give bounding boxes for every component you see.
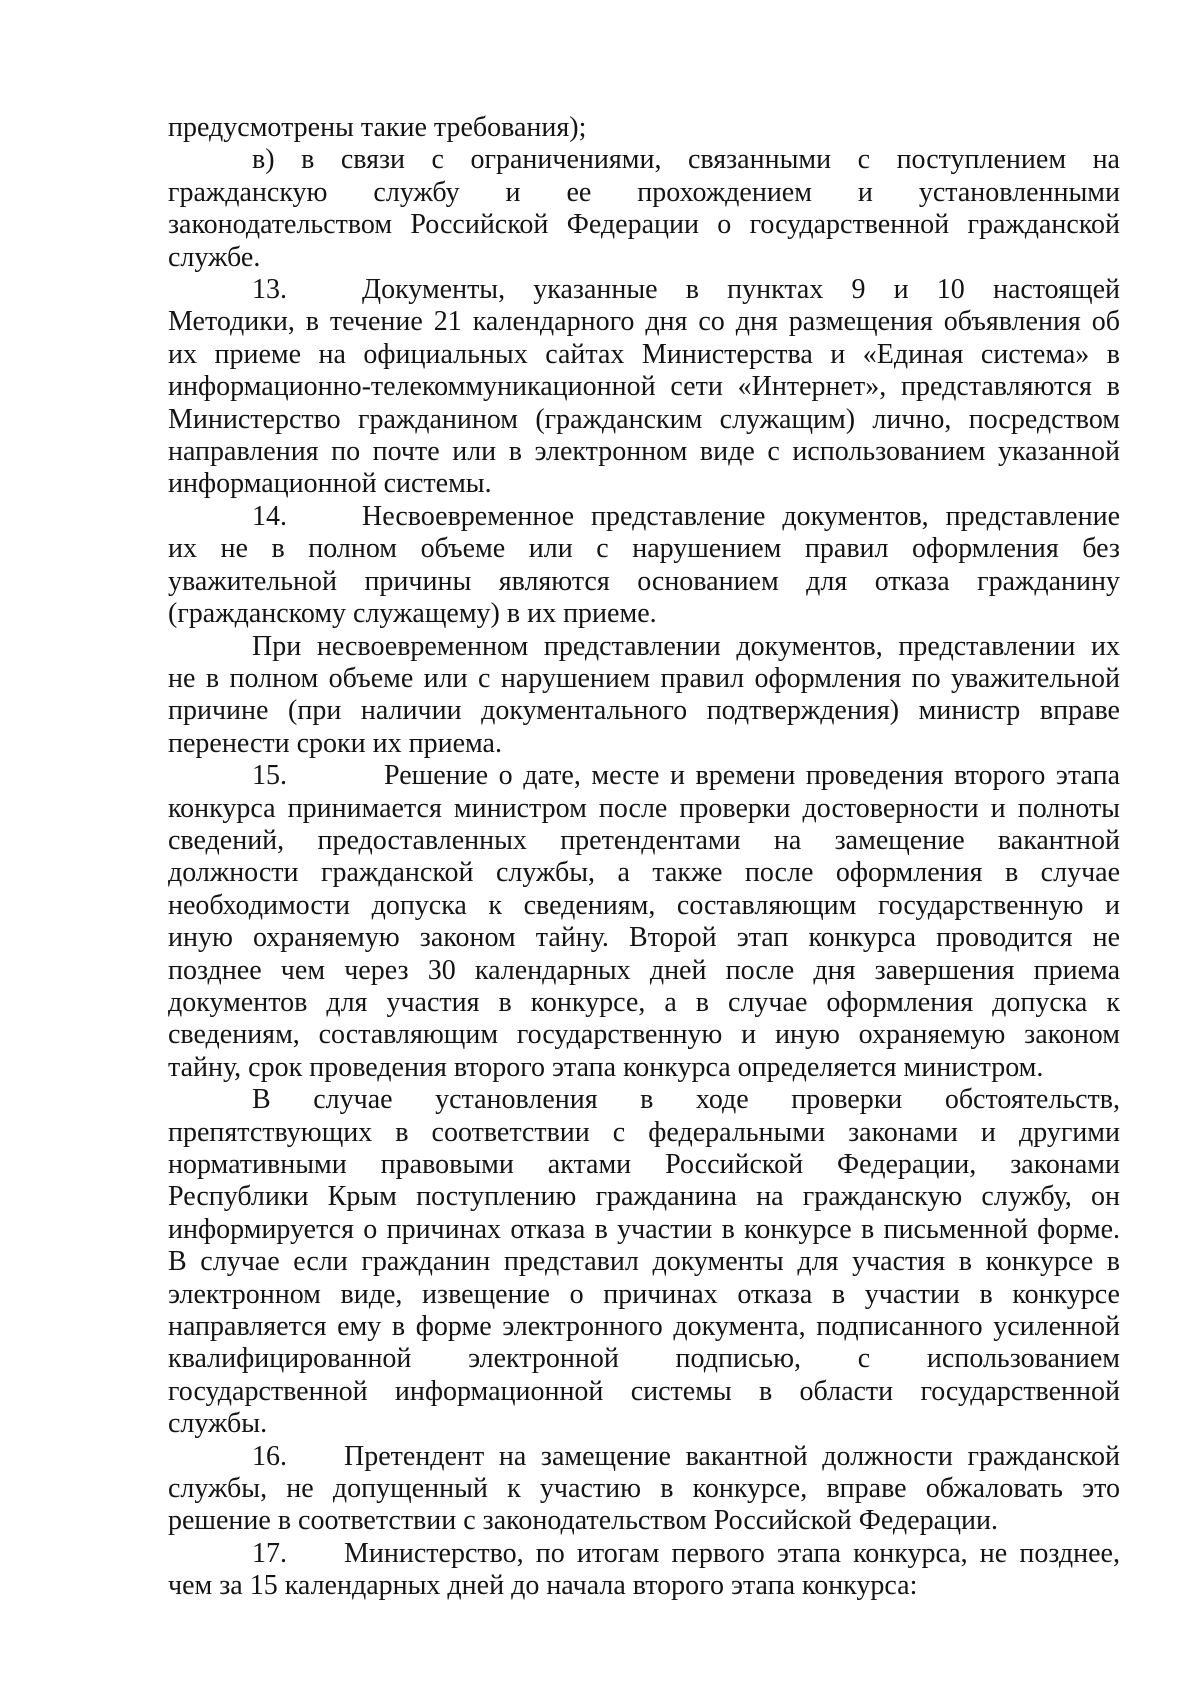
text-line: документов для участия в конкурсе, а в случае оформления допуска к <box>168 986 1120 1018</box>
text-line: перенести сроки их приема. <box>168 727 502 759</box>
text-line: сведений, предоставленных претендентами на замещение вакантной <box>168 824 1120 856</box>
text-line: электронном виде, извещение о причинах отказа в участии в конкурсе <box>168 1278 1120 1310</box>
text-line: Методики, в течение 21 календарного дня со дня размещения объявления об <box>168 306 1120 338</box>
paragraph-13-first-line <box>168 274 1120 306</box>
paragraph-17-first-line <box>168 1538 1120 1570</box>
text-line: Претендент на замещение вакантной должности гражданской <box>344 1440 1120 1472</box>
text-line: сведениям, составляющим государственную и иную охраняемую законом <box>168 1019 1120 1051</box>
text-line: (гражданскому служащему) в их приеме. <box>168 598 657 630</box>
item-number: 13. <box>252 274 287 306</box>
paragraph-14-first-line <box>168 501 1120 533</box>
document-page <box>168 112 1120 1603</box>
text-line: иную охраняемую законом тайну. Второй этап конкурса проводится не <box>168 922 1120 954</box>
text-line: службы, не допущенный к участию в конкурсе, вправе обжаловать это <box>168 1473 1120 1505</box>
text-line: Решение о дате, месте и времени проведения второго этапа <box>384 760 1120 792</box>
text-line: конкурса принимается министром после проверки достоверности и полноты <box>168 792 1120 824</box>
text-line: предусмотрены такие требования); <box>168 112 587 143</box>
text-line: причине (при наличии документального подтверждения) министр вправе <box>168 695 1120 727</box>
paragraph-16-first-line <box>168 1441 1120 1473</box>
text-line: информируется о причинах отказа в участии в конкурсе в письменной форме. <box>168 1213 1120 1245</box>
text-line: позднее чем через 30 календарных дней после дня завершения приема <box>168 954 1120 986</box>
text-line: тайну, срок проведения второго этапа конкурса определяется министром. <box>168 1051 1044 1083</box>
item-number: 16. <box>252 1440 287 1472</box>
item-number: 15. <box>252 760 287 792</box>
text-line: их не в полном объеме или с нарушением правил оформления без <box>168 533 1120 565</box>
text-line: государственной информационной системы в области государственной <box>168 1375 1120 1407</box>
text-line: Министерство, по итогам первого этапа конкурса, не позднее, <box>344 1537 1120 1569</box>
text-line: информационно-телекоммуникационной сети «Интернет», представляются в <box>168 371 1120 403</box>
text-line: В случае если гражданин представил документы для участия в конкурсе в <box>168 1246 1120 1278</box>
text-line: службе. <box>168 241 261 273</box>
text-line: законодательством Российской Федерации о государственной гражданской <box>168 209 1120 241</box>
text-line: должности гражданской службы, а также после оформления в случае <box>168 857 1120 889</box>
text-line: препятствующих в соответствии с федеральными законами и другими <box>168 1116 1120 1148</box>
text-line: В случае установления в ходе проверки обстоятельств, <box>252 1084 1120 1116</box>
item-number: 17. <box>252 1537 287 1569</box>
text-line: необходимости допуска к сведениям, составляющим государственную и <box>168 889 1120 921</box>
text-line: Республики Крым поступлению гражданина на гражданскую службу, он <box>168 1181 1120 1213</box>
text-line: службы. <box>168 1408 268 1440</box>
text-line: не в полном объеме или с нарушением правил оформления по уважительной <box>168 662 1120 694</box>
text-line: в) в связи с ограничениями, связанными с поступлением на <box>252 144 1120 176</box>
text-line: При несвоевременном представлении документов, представлении их <box>252 630 1120 662</box>
text-line: чем за 15 календарных дней до начала второго этапа конкурса: <box>168 1570 918 1602</box>
paragraph-15-first-line <box>168 760 1120 792</box>
text-line: гражданскую службу и ее прохождением и установленными <box>168 176 1120 208</box>
text-line: квалифицированной электронной подписью, с использованием <box>168 1343 1120 1375</box>
text-line: Министерство гражданином (гражданским служащим) лично, посредством <box>168 403 1120 435</box>
text-line: решение в соответствии с законодательством Российской Федерации. <box>168 1505 998 1537</box>
text-line: Документы, указанные в пунктах 9 и 10 настоящей <box>362 274 1120 306</box>
text-line: направления по почте или в электронном виде с использованием указанной <box>168 436 1120 468</box>
text-line: информационной системы. <box>168 468 492 500</box>
item-number: 14. <box>252 500 287 532</box>
text-line: их приеме на официальных сайтах Министерства и «Единая система» в <box>168 338 1120 370</box>
text-line: уважительной причины являются основанием для отказа гражданину <box>168 565 1120 597</box>
text-line: нормативными правовыми актами Российской Федерации, законами <box>168 1149 1120 1180</box>
text-line: направляется ему в форме электронного документа, подписанного усиленной <box>168 1311 1120 1343</box>
text-line: Несвоевременное представление документов, представление <box>362 500 1120 532</box>
